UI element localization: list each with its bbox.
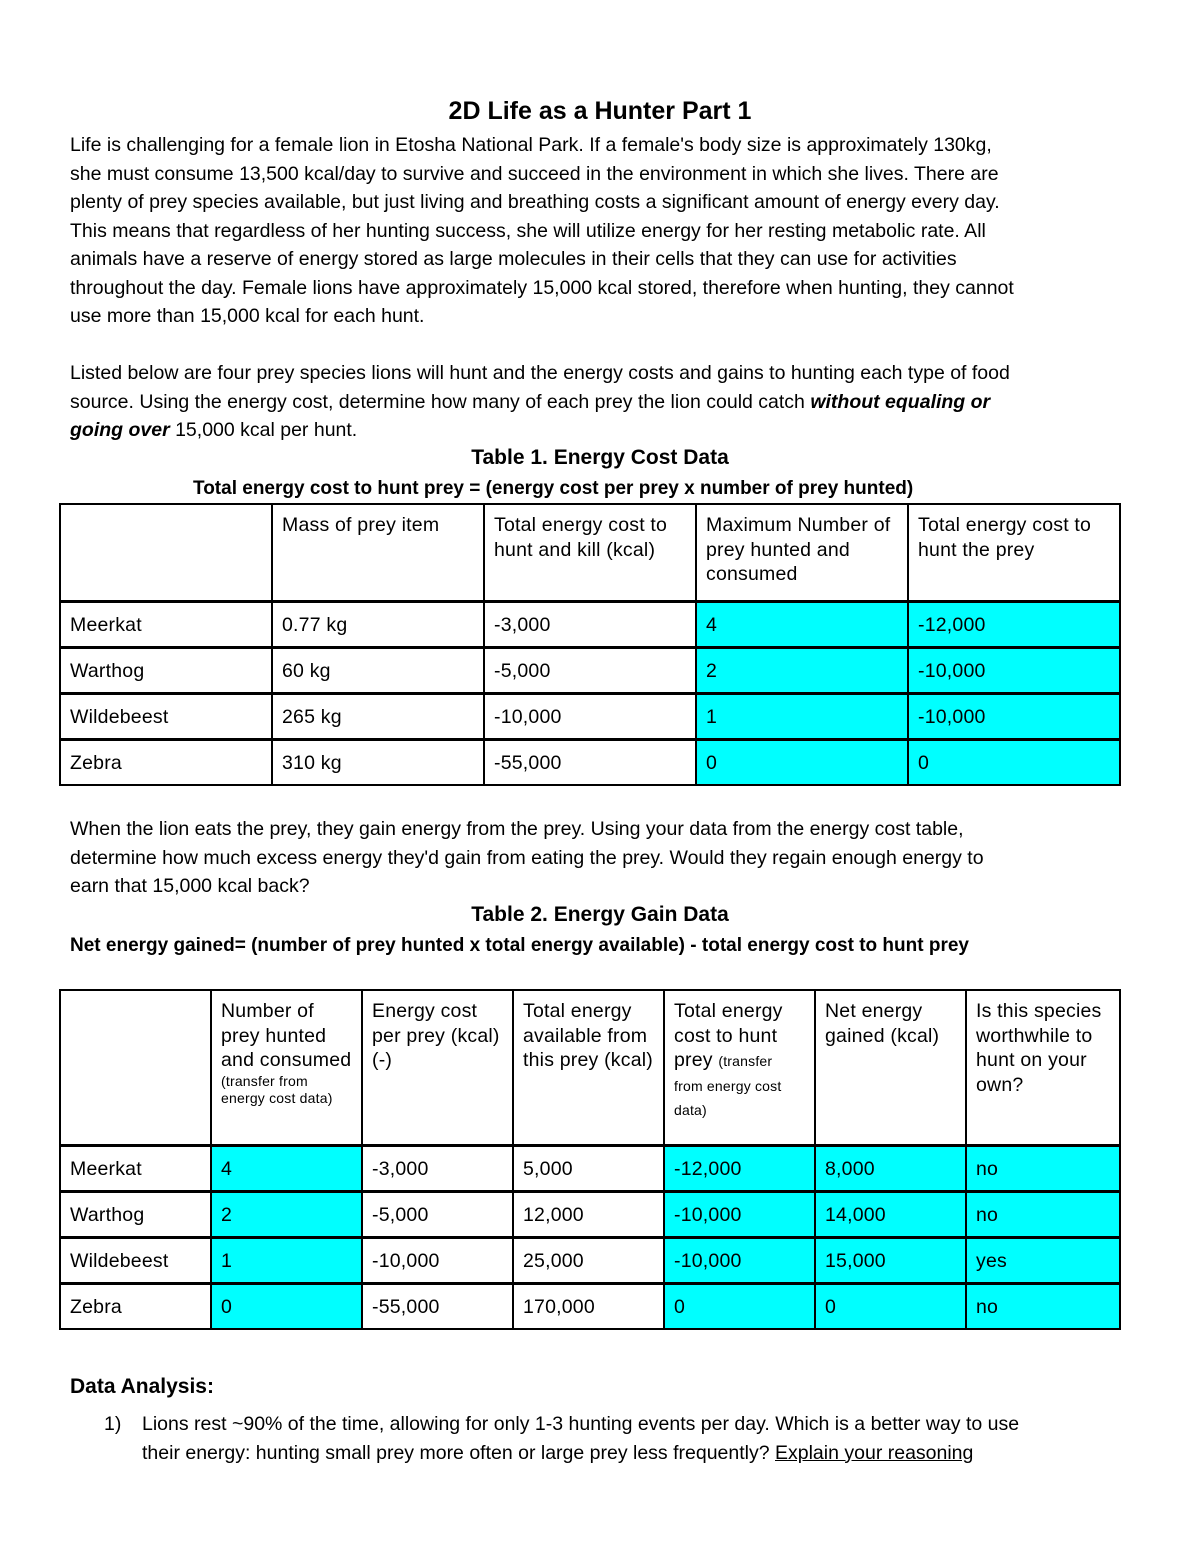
- number-cell[interactable]: 1: [211, 1237, 362, 1283]
- middle-line: When the lion eats the prey, they gain energy from the prey. Using your data from the energy cost table,: [70, 818, 964, 840]
- available-cell: 170,000: [513, 1283, 664, 1329]
- cost-cell: -3,000: [484, 601, 696, 647]
- middle-line: earn that 15,000 kcal back?: [70, 875, 310, 897]
- worthwhile-cell[interactable]: no: [966, 1145, 1120, 1191]
- cost-cell: -55,000: [362, 1283, 513, 1329]
- total-cost-cell[interactable]: -10,000: [908, 693, 1120, 739]
- table-header-row: [60, 990, 1120, 1145]
- available-cell: 12,000: [513, 1191, 664, 1237]
- animal-cell: Wildebeest: [60, 1237, 211, 1283]
- table-header-cell: [211, 990, 362, 1145]
- header-label: Total energy cost to hunt prey: [674, 1000, 783, 1071]
- total-cost-cell[interactable]: -10,000: [908, 647, 1120, 693]
- table-row: [60, 1145, 1120, 1191]
- table-header-cell: Total energy available from this prey (kcal): [513, 990, 664, 1145]
- total-cost-cell[interactable]: 0: [664, 1283, 815, 1329]
- total-cost-cell[interactable]: -10,000: [664, 1237, 815, 1283]
- animal-cell: Warthog: [60, 647, 272, 693]
- table1-caption: Table 1. Energy Cost Data: [471, 446, 729, 469]
- worthwhile-cell[interactable]: yes: [966, 1237, 1120, 1283]
- table2-caption: Table 2. Energy Gain Data: [471, 903, 729, 926]
- table-row: [60, 601, 1120, 647]
- table-row: [60, 739, 1120, 785]
- cost-cell: -3,000: [362, 1145, 513, 1191]
- intro-line: use more than 15,000 kcal for each hunt.: [70, 305, 425, 327]
- total-cost-cell[interactable]: -12,000: [908, 601, 1120, 647]
- table-row: [60, 693, 1120, 739]
- net-energy-cell[interactable]: 15,000: [815, 1237, 966, 1283]
- table-header-cell: [60, 504, 272, 601]
- header-note: (transfer from energy cost data): [221, 1072, 333, 1106]
- available-cell: 25,000: [513, 1237, 664, 1283]
- question-line: their energy: hunting small prey more often or large prey less frequently?: [142, 1441, 775, 1464]
- instructions-line: source. Using the energy cost, determine how many of each prey the lion could catch: [70, 390, 811, 413]
- worthwhile-cell[interactable]: no: [966, 1283, 1120, 1329]
- table-header-cell: Is this species worthwhile to hunt on your own?: [966, 990, 1120, 1145]
- energy-gain-table: [59, 989, 1121, 1330]
- intro-line: Life is challenging for a female lion in Etosha National Park. If a female's body size is approximately 130kg,: [70, 134, 992, 156]
- table2-formula: Net energy gained= (number of prey hunted x total energy available) - total energy cost to hunt prey: [70, 935, 969, 956]
- net-energy-cell[interactable]: 0: [815, 1283, 966, 1329]
- table-header-row: [60, 504, 1120, 601]
- animal-cell: Zebra: [60, 739, 272, 785]
- table-header-cell: Mass of prey item: [272, 504, 484, 601]
- cost-cell: -55,000: [484, 739, 696, 785]
- number-cell[interactable]: 2: [211, 1191, 362, 1237]
- page-title: 2D Life as a Hunter Part 1: [448, 97, 752, 125]
- cost-cell: -10,000: [484, 693, 696, 739]
- header-note: (transfer from energy cost data): [674, 1053, 782, 1118]
- table-row: [60, 647, 1120, 693]
- intro-line: animals have a reserve of energy stored as large molecules in their cells that they can use for activities: [70, 248, 957, 270]
- instructions-emphasis: without equaling or: [810, 390, 991, 413]
- cost-cell: -5,000: [362, 1191, 513, 1237]
- animal-cell: Zebra: [60, 1283, 211, 1329]
- table-header-cell: Total energy cost to hunt and kill (kcal): [484, 504, 696, 601]
- number-cell[interactable]: 4: [211, 1145, 362, 1191]
- net-energy-cell[interactable]: 8,000: [815, 1145, 966, 1191]
- max-number-cell[interactable]: 4: [696, 601, 908, 647]
- max-number-cell[interactable]: 0: [696, 739, 908, 785]
- animal-cell: Wildebeest: [60, 693, 272, 739]
- cost-cell: -10,000: [362, 1237, 513, 1283]
- instructions-line: Listed below are four prey species lions will hunt and the energy costs and gains to hunting each type of food: [70, 362, 1010, 384]
- intro-line: throughout the day. Female lions have approximately 15,000 kcal stored, therefore when hunting, they cannot: [70, 276, 1014, 299]
- instructions-paragraph: [70, 359, 1130, 445]
- table1-formula: Total energy cost to hunt prey = (energy cost per prey x number of prey hunted): [193, 478, 914, 499]
- table-header-cell: Maximum Number of prey hunted and consumed: [696, 504, 908, 601]
- total-cost-cell[interactable]: -12,000: [664, 1145, 815, 1191]
- intro-line: plenty of prey species available, but just living and breathing costs a significant amount of energy every day.: [70, 191, 1000, 213]
- worthwhile-cell[interactable]: no: [966, 1191, 1120, 1237]
- cost-cell: -5,000: [484, 647, 696, 693]
- table-header-cell: [60, 990, 211, 1145]
- max-number-cell[interactable]: 1: [696, 693, 908, 739]
- animal-cell: Meerkat: [60, 601, 272, 647]
- header-label: Number of prey hunted and consumed: [221, 1000, 352, 1071]
- table-row: [60, 1283, 1120, 1329]
- instructions-emphasis: going over: [70, 419, 170, 441]
- intro-paragraph: [70, 131, 1130, 331]
- energy-cost-table: [59, 503, 1121, 786]
- question-number: 1): [104, 1413, 122, 1435]
- table-row: [60, 1237, 1120, 1283]
- total-cost-cell[interactable]: 0: [908, 739, 1120, 785]
- mass-cell: 0.77 kg: [272, 601, 484, 647]
- instructions-line: 15,000 kcal per hunt.: [169, 419, 358, 441]
- mass-cell: 265 kg: [272, 693, 484, 739]
- total-cost-cell[interactable]: -10,000: [664, 1191, 815, 1237]
- intro-line: This means that regardless of her hunting success, she will utilize energy for her resting metabolic rate. All: [70, 219, 986, 242]
- explain-reasoning-prompt: Explain your reasoning: [775, 1441, 974, 1464]
- available-cell: 5,000: [513, 1145, 664, 1191]
- question-line: Lions rest ~90% of the time, allowing for only 1-3 hunting events per day. Which is a better way to use: [142, 1413, 1020, 1435]
- mass-cell: 60 kg: [272, 647, 484, 693]
- table-header-cell: Total energy cost to hunt the prey: [908, 504, 1120, 601]
- net-energy-cell[interactable]: 14,000: [815, 1191, 966, 1237]
- table-header-cell: Energy cost per prey (kcal) (-): [362, 990, 513, 1145]
- question-text: [104, 1410, 1134, 1467]
- number-cell[interactable]: 0: [211, 1283, 362, 1329]
- table-header-cell: [664, 990, 815, 1145]
- table-row: [60, 1191, 1120, 1237]
- question-1: [104, 1410, 1134, 1467]
- table-header-cell: Net energy gained (kcal): [815, 990, 966, 1145]
- max-number-cell[interactable]: 2: [696, 647, 908, 693]
- middle-paragraph: [70, 815, 1130, 901]
- animal-cell: Warthog: [60, 1191, 211, 1237]
- animal-cell: Meerkat: [60, 1145, 211, 1191]
- mass-cell: 310 kg: [272, 739, 484, 785]
- middle-line: determine how much excess energy they'd gain from eating the prey. Would they regain enough energy to: [70, 846, 984, 869]
- data-analysis-heading: Data Analysis:: [70, 1375, 214, 1398]
- intro-line: she must consume 13,500 kcal/day to survive and succeed in the environment in which she lives. There are: [70, 162, 999, 185]
